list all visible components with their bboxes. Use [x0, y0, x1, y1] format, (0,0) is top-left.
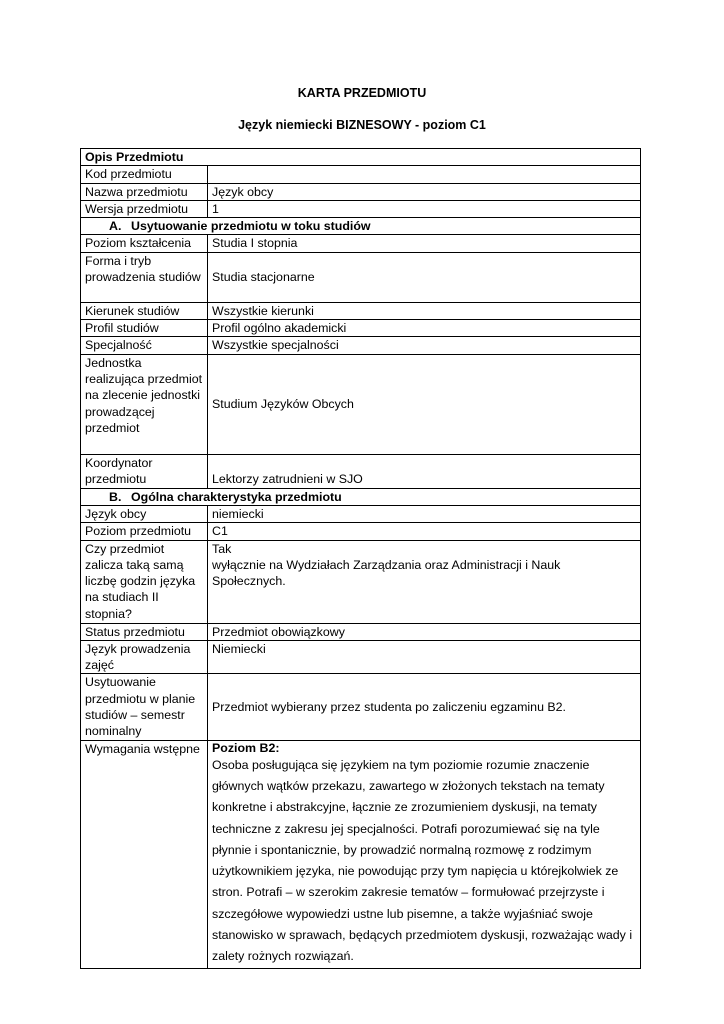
- table-row: [81, 302, 641, 319]
- table-row: [81, 623, 641, 640]
- row-label: Nazwa przedmiotu: [81, 183, 208, 200]
- row-value: [208, 740, 641, 968]
- row-label: Kod przedmiotu: [81, 166, 208, 183]
- row-value: Profil ogólno akademicki: [208, 320, 641, 337]
- course-title: Język niemiecki BIZNESOWY - poziom C1: [238, 118, 486, 132]
- row-label: Jednostka realizująca przedmiot na zlecenie jednostki prowadzącej przedmiot: [81, 354, 208, 454]
- opis-header: Opis Przedmiotu: [81, 149, 641, 166]
- table-row: [81, 523, 641, 540]
- section-b-row: [81, 488, 641, 505]
- section-letter: B.: [109, 489, 122, 504]
- row-label: Wymagania wstępne: [81, 740, 208, 968]
- row-value: [208, 166, 641, 183]
- row-label: Język obcy: [81, 505, 208, 522]
- course-card-table: [80, 148, 641, 969]
- row-label: Język prowadzenia zajęć: [81, 640, 208, 674]
- table-row: [81, 337, 641, 354]
- row-value: C1: [208, 523, 641, 540]
- table-row: [81, 166, 641, 183]
- table-row: [81, 640, 641, 674]
- row-value: Studium Języków Obcych: [208, 354, 641, 454]
- section-a-row: [81, 218, 641, 235]
- row-value: [208, 540, 641, 623]
- row-value: Przedmiot wybierany przez studenta po zaliczeniu egzaminu B2.: [208, 674, 641, 740]
- row-label: Poziom przedmiotu: [81, 523, 208, 540]
- row-value: niemiecki: [208, 505, 641, 522]
- section-a-header: [81, 218, 641, 235]
- row-value: Studia I stopnia: [208, 235, 641, 252]
- table-row: [81, 200, 641, 217]
- row-value: Lektorzy zatrudnieni w SJO: [208, 454, 641, 488]
- row-value: Przedmiot obowiązkowy: [208, 623, 641, 640]
- row-value: Wszystkie kierunki: [208, 302, 641, 319]
- value-line: wyłącznie na Wydziałach Zarządzania oraz Administracji i Nauk Społecznych.: [212, 557, 561, 589]
- row-label: Kierunek studiów: [81, 302, 208, 319]
- row-value: Niemiecki: [208, 640, 641, 674]
- row-label: Forma i tryb prowadzenia studiów: [81, 252, 208, 302]
- row-value: 1: [208, 200, 641, 217]
- row-value: Język obcy: [208, 183, 641, 200]
- row-value: Studia stacjonarne: [208, 252, 641, 302]
- table-row: [81, 149, 641, 166]
- table-row: [81, 674, 641, 740]
- table-row: [81, 252, 641, 302]
- prereq-text: Osoba posługująca się językiem na tym poziomie rozumie znaczenie głównych wątków przekazu, zawartego w złożonych tekstach na tematy konkretne i abstrakcyjne, łącznie ze zrozumieniem dyskusji, na tematy techniczne z zakresu jej specjalności. Potrafi porozumiewać się na tyle płynnie i spontanicznie, by prowadzić normalną rozmowę z rodzimym użytkownikiem języka, nie powodując przy tym napięcia u którejkolwiek ze stron. Potrafi – w szerokim zakresie tematów – formułować przejrzyste i szczegółowe wypowiedzi ustne lub pisemne, a także wyjaśniać swoje stanowisko w sprawach, będących przedmiotem dyskusji, rozważając wady i zalety rożnych rozwiązań.: [212, 757, 633, 964]
- table-row: [81, 540, 641, 623]
- row-value: Wszystkie specjalności: [208, 337, 641, 354]
- section-b-header: [81, 488, 641, 505]
- section-title: Ogólna charakterystyka przedmiotu: [131, 489, 342, 504]
- table-row: [81, 320, 641, 337]
- table-row: [81, 183, 641, 200]
- table-row: [81, 454, 641, 488]
- section-title: Usytuowanie przedmiotu w toku studiów: [131, 219, 371, 234]
- row-label: Status przedmiotu: [81, 623, 208, 640]
- row-label: Profil studiów: [81, 320, 208, 337]
- prereq-level: Poziom B2:: [212, 740, 280, 755]
- table-row: [81, 740, 641, 968]
- table-row: [81, 505, 641, 522]
- table-row: [81, 354, 641, 454]
- row-label: Koordynator przedmiotu: [81, 454, 208, 488]
- table-row: [81, 235, 641, 252]
- row-label: Wersja przedmiotu: [81, 200, 208, 217]
- section-letter: A.: [109, 219, 122, 234]
- row-label: Czy przedmiot zalicza taką samą liczbę godzin języka na studiach II stopnia?: [81, 540, 208, 623]
- row-label: Specjalność: [81, 337, 208, 354]
- row-label: Poziom kształcenia: [81, 235, 208, 252]
- value-line: Tak: [212, 541, 232, 556]
- document-title: KARTA PRZEDMIOTU: [297, 86, 427, 100]
- row-label: Usytuowanie przedmiotu w planie studiów – semestr nominalny: [81, 674, 208, 740]
